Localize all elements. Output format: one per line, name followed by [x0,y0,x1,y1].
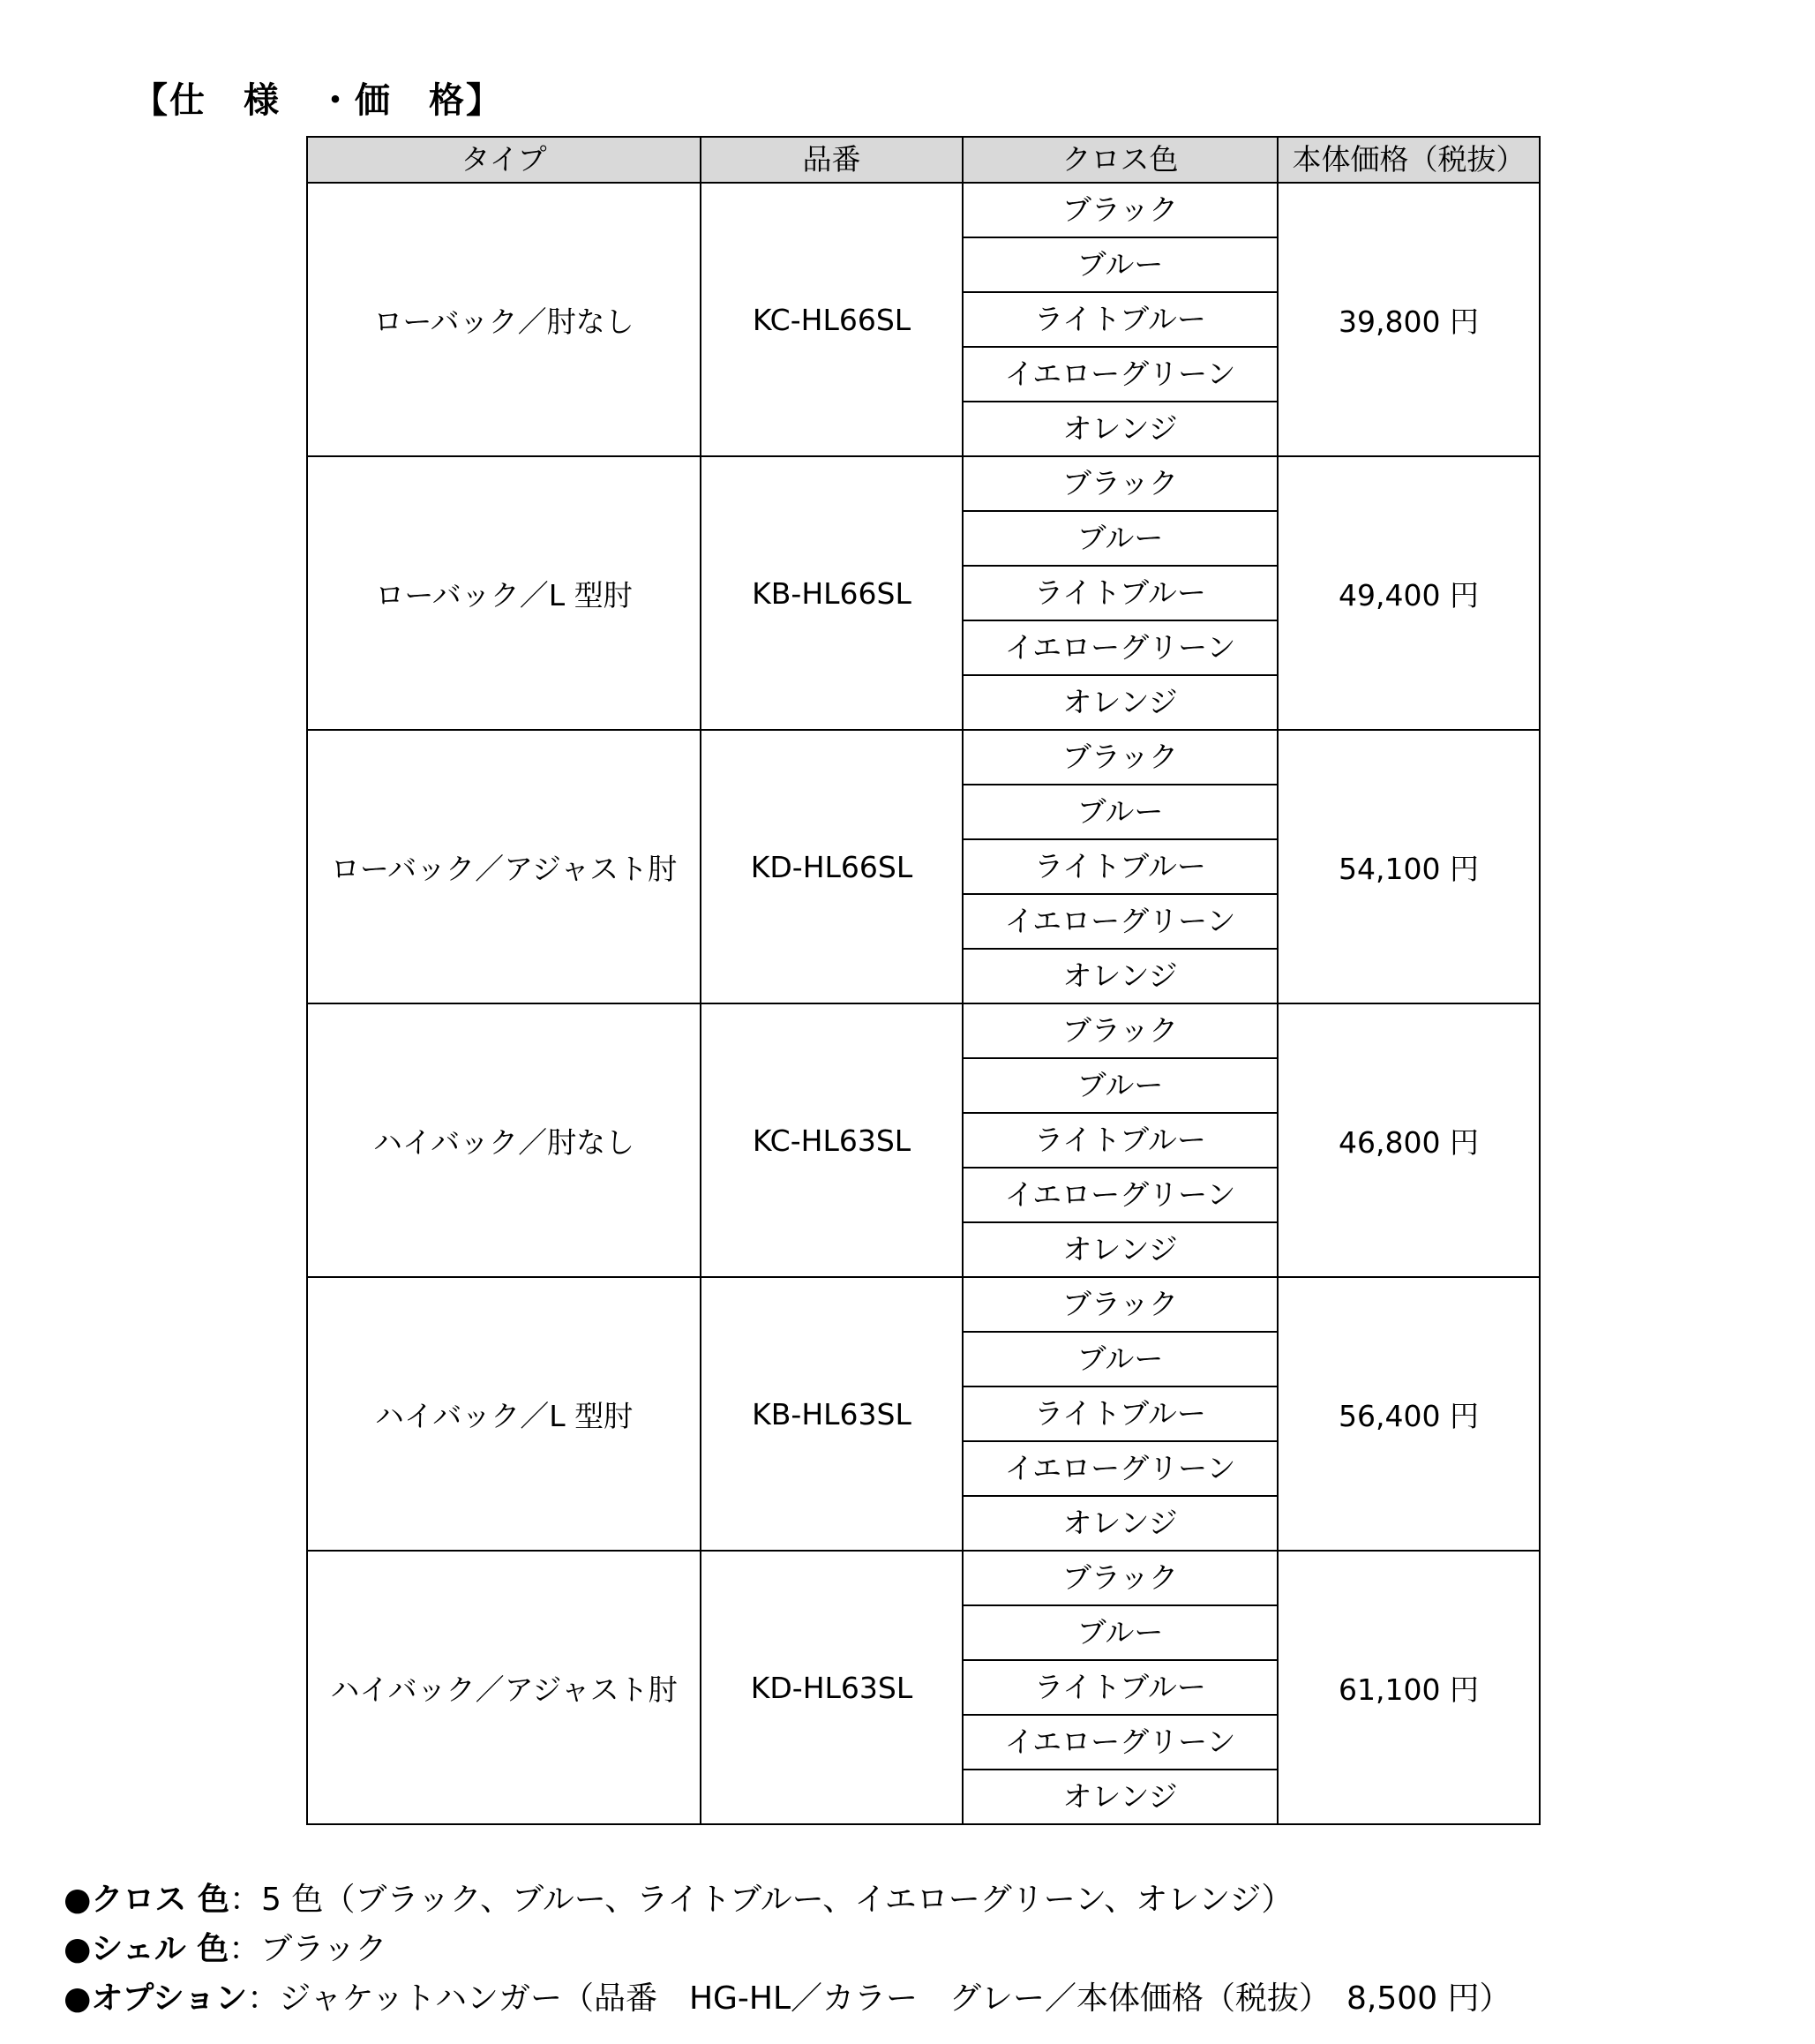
product-code-cell: KC-HL66SL [701,183,963,456]
table-row [307,1551,1540,1605]
cloth-color-cell: ライトブルー [963,1113,1278,1168]
product-code-cell: KB-HL63SL [701,1277,963,1551]
cloth-color-cell: ブルー [963,237,1278,292]
cloth-color-cell: ライトブルー [963,292,1278,347]
cloth-color-cell: オレンジ [963,1770,1278,1824]
cloth-color-cell: ブラック [963,1551,1278,1605]
cloth-color-cell: ブルー [963,1058,1278,1113]
type-cell: ローバック／L 型肘 [307,456,701,730]
cloth-color-cell: オレンジ [963,402,1278,456]
note-text: ：5 色（ブラック、ブルー、ライトブルー、イエローグリーン、オレンジ） [229,1882,1294,1918]
type-cell: ハイバック／アジャスト肘 [307,1551,701,1824]
note-text: ：ジャケットハンガー（品番 HG-HL／カラー グレー／本体価格（税抜） 8,500 円） [247,1980,1511,2017]
note-line [64,1974,1511,2024]
price-cell: 56,400 円 [1278,1277,1540,1551]
cloth-color-cell: オレンジ [963,1496,1278,1551]
note-label: シェル 色 [91,1931,229,1967]
bullet-icon: ● [64,1931,92,1967]
table-row [307,456,1540,511]
type-cell: ハイバック／L 型肘 [307,1277,701,1551]
cloth-color-cell: ブルー [963,511,1278,566]
note-line [64,1875,1511,1925]
table-row [307,183,1540,237]
price-cell: 61,100 円 [1278,1551,1540,1824]
type-cell: ハイバック／肘なし [307,1003,701,1277]
table-row [307,1277,1540,1332]
cloth-color-cell: イエローグリーン [963,894,1278,949]
cloth-color-cell: イエローグリーン [963,620,1278,675]
cloth-color-cell: イエローグリーン [963,1715,1278,1770]
cloth-color-cell: ブラック [963,730,1278,785]
note-label: オプション [91,1980,248,2017]
cloth-color-cell: ブルー [963,1605,1278,1660]
price-cell: 46,800 円 [1278,1003,1540,1277]
cloth-color-cell: ブラック [963,1277,1278,1332]
cloth-color-cell: イエローグリーン [963,347,1278,402]
header-code: 品番 [701,137,963,183]
price-cell: 39,800 円 [1278,183,1540,456]
bullet-icon: ● [64,1882,92,1918]
cloth-color-cell: イエローグリーン [963,1168,1278,1222]
cloth-color-cell: ブラック [963,456,1278,511]
cloth-color-cell: ブルー [963,785,1278,839]
type-cell: ローバック／アジャスト肘 [307,730,701,1003]
product-code-cell: KB-HL66SL [701,456,963,730]
price-cell: 54,100 円 [1278,730,1540,1003]
cloth-color-cell: ライトブルー [963,1660,1278,1715]
notes-list [64,1875,1511,2024]
price-cell: 49,400 円 [1278,456,1540,730]
note-line [64,1925,1511,1974]
cloth-color-cell: イエローグリーン [963,1441,1278,1496]
cloth-color-cell: オレンジ [963,949,1278,1003]
spec-price-table [306,136,1541,1825]
table-body [307,183,1540,1824]
cloth-color-cell: ライトブルー [963,1386,1278,1441]
header-type: タイプ [307,137,701,183]
page-title: 【仕 様 ・価 格】 [132,80,503,121]
product-code-cell: KD-HL66SL [701,730,963,1003]
header-price: 本体価格（税抜） [1278,137,1540,183]
cloth-color-cell: ライトブルー [963,839,1278,894]
product-code-cell: KD-HL63SL [701,1551,963,1824]
cloth-color-cell: ブラック [963,183,1278,237]
product-code-cell: KC-HL63SL [701,1003,963,1277]
note-text: ：ブラック [229,1931,387,1967]
table-row [307,1003,1540,1058]
cloth-color-cell: ブラック [963,1003,1278,1058]
type-cell: ローバック／肘なし [307,183,701,456]
cloth-color-cell: オレンジ [963,1222,1278,1277]
cloth-color-cell: オレンジ [963,675,1278,730]
cloth-color-cell: ブルー [963,1332,1278,1386]
note-label: クロス 色 [91,1882,229,1918]
bullet-icon: ● [64,1980,92,2017]
table-row [307,730,1540,785]
cloth-color-cell: ライトブルー [963,566,1278,620]
table-header-row [307,137,1540,183]
header-color: クロス色 [963,137,1278,183]
